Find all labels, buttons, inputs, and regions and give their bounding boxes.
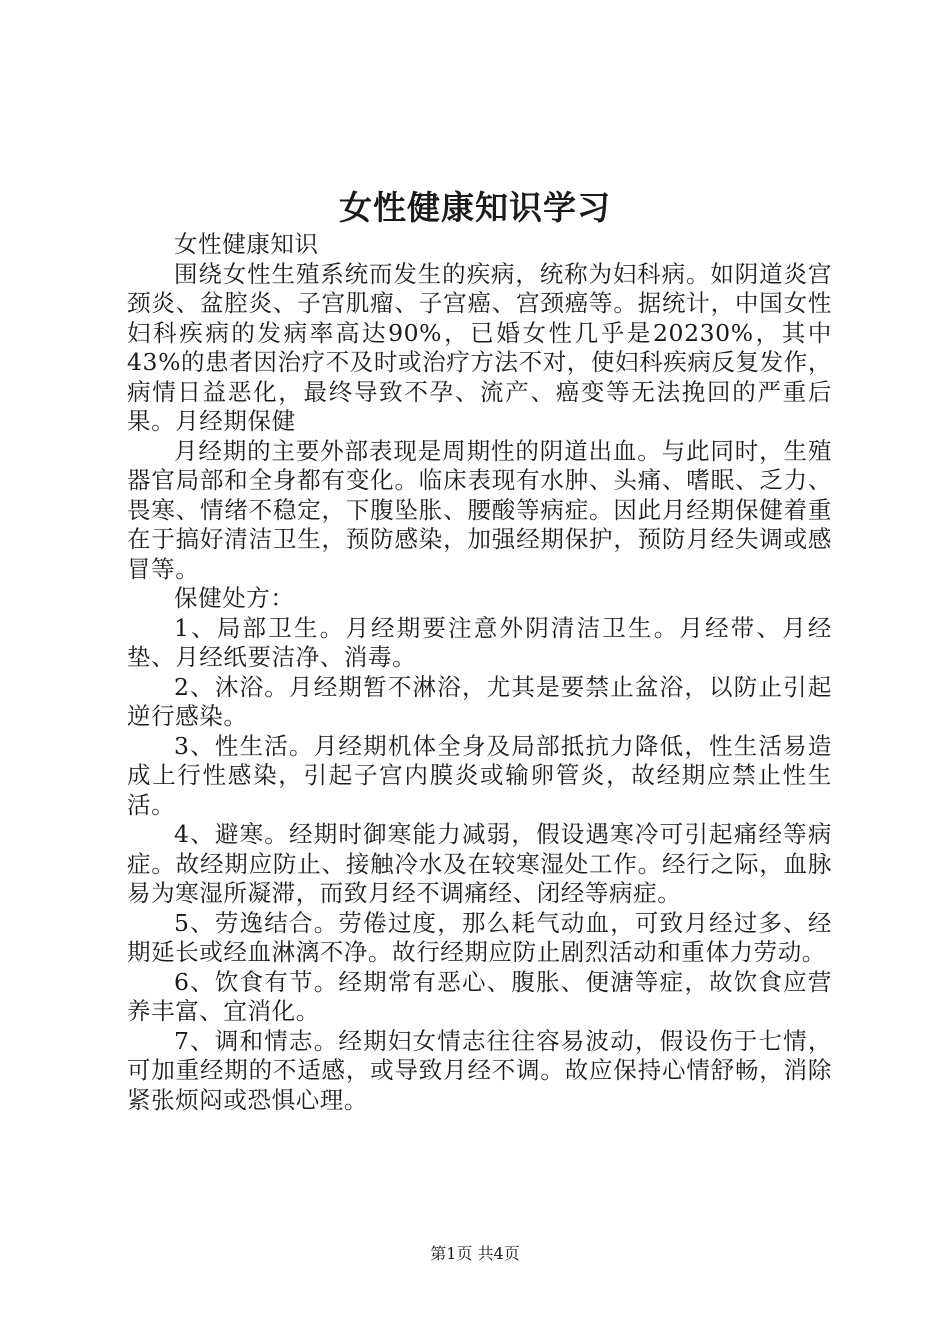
page-title: 女性健康知识学习: [339, 188, 611, 227]
list-item: 3、性生活。月经期机体全身及局部抵抗力降低，性生活易造成上行性感染，引起子宫内膜炎或输卵管炎，故经期应禁止性生活。: [127, 731, 832, 819]
list-item: 4、避寒。经期时御寒能力减弱，假设遇寒冷可引起痛经等病症。故经期应防止、接触冷水及在较寒湿处工作。经行之际，血脉易为寒湿所凝滞，而致月经不调痛经、闭经等病症。: [127, 820, 832, 907]
list-item: 1、局部卫生。月经期要注意外阴清洁卫生。月经带、月经垫、月经纸要洁净、消毒。: [127, 613, 832, 671]
section-heading: 女性健康知识: [174, 230, 319, 258]
list-item: 2、沐浴。月经期暂不淋浴，尤其是要禁止盆浴，以防止引起逆行感染。: [127, 672, 832, 730]
list-item: 7、调和情志。经期妇女情志往往容易波动，假设伤于七情，可加重经期的不适感，或导致月经不调。故应保持心情舒畅，消除紧张烦闷或恐惧心理。: [127, 1026, 832, 1114]
paragraph: 月经期的主要外部表现是周期性的阴道出血。与此同时，生殖器官局部和全身都有变化。临床表现有水肿、头痛、嗜眠、乏力、畏寒、情绪不稳定，下腹坠胀、腰酸等病症。因此月经期保健着重在于搞好清洁卫生，预防感染，加强经期保护，预防月经失调或感冒等。: [127, 436, 832, 583]
page-footer: 第1页 共4页: [430, 1244, 520, 1263]
paragraph: 围绕女性生殖系统而发生的疾病，统称为妇科病。如阴道炎宫颈炎、盆腔炎、子宫肌瘤、子宫癌、宫颈癌等。据统计，中国女性妇科疾病的发病率高达90%，已婚女性几乎是20230%，其中43%的患者因治疗不及时或治疗方法不对，使妇科疾病反复发作，病情日益恶化，最终导致不孕、流产、癌变等无法挽回的严重后果。月经期保健: [127, 259, 832, 435]
list-item: 5、劳逸结合。劳倦过度，那么耗气动血，可致月经过多、经期延长或经血淋漓不净。故行经期应防止剧烈活动和重体力劳动。: [127, 908, 832, 966]
list-heading: 保健处方：: [174, 584, 295, 612]
document-body: [127, 230, 832, 1115]
list-item: 6、饮食有节。经期常有恶心、腹胀、便溏等症，故饮食应营养丰富、宜消化。: [127, 967, 832, 1025]
